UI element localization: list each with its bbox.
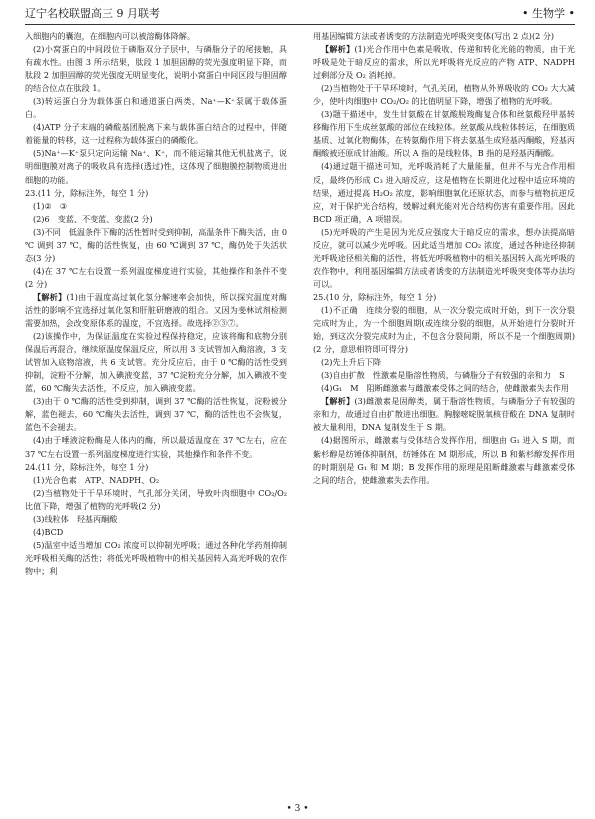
subject-label: • 生物学 • [522, 7, 575, 20]
paragraph: (4)通过题干描述可知，光呼吸消耗了大量能量，但并不与光合作用相反，最终仍形成 C₃ 进入暗反应，这是植物在长期进化过程中适应环境的结果，通过提高 H₂O₂ 浓度，影响细胞氧化还原状态，而参与植物抗逆反应，对于保护光合结构，缓解过剩光能对光合结构伤害有重要作用。因此 BCD 项正确，A 项错误。 [313, 161, 575, 224]
paragraph: (3)线粒体 羟基丙酮酸 [33, 513, 118, 524]
paragraph: 用基因编辑方法或者诱变的方法制造光呼吸突变体(写出 2 点)(2 分) [313, 31, 555, 41]
paragraph: (5)光呼吸的产生是因为光反应强度大于暗反应的需求，想办法提高暗反应，就可以减少光呼吸。因此适当增加 CO₂ 浓度，通过各种途径抑制光呼吸途径相关酶的活性，将低光呼吸植物中的相关基因转入高光呼吸的农作物中，利用基因编辑方法或者诱变的方法制造光呼吸突变体等办法均可以。 [313, 226, 575, 289]
page-header [25, 4, 575, 25]
paragraph: (5)Na⁺—K⁺泵只定向运输 Na⁺、K⁺，而不能运输其他无机盐离子，说明细胞膜对离子的吸收具有选择(透过)性，这体现了细胞膜控制物质进出细胞的功能。 [25, 148, 287, 185]
paragraph: (3)转运蛋白分为载体蛋白和通道蛋白两类，Na⁺—K⁺泵属于载体蛋白。 [25, 96, 287, 120]
paragraph: (1)不正确 连续分裂的细胞，从一次分裂完成时开始，到下一次分裂完成时为止，为一个细胞周期(或连续分裂的细胞，从开始进行分裂时开始，到这次分裂完成时为止，不包含分裂间期，所以不是一个细胞周期)(2 分，意思相符即可得分) [313, 304, 575, 355]
paragraph: (3)不同 低温条件下酶的活性暂时受到抑制，高温条件下酶失活，由 0 ℃ 调到 37 ℃，酶的活性恢复，由 60 ℃调到 37 ℃，酶仍处于失活状态(3 分) [25, 226, 287, 263]
paragraph: 【解析】(3)雌激素是固醇类，属于脂溶性物质，与磷脂分子有较强的亲和力，故通过自由扩散进出细胞。胸腺嘧啶脱氧核苷酸在 DNA 复制时被大量利用，DNA 复制发生于 S 期。 [313, 396, 575, 433]
paragraph: (4)ATP 分子末端的磷酸基团脱离下来与载体蛋白结合的过程中，伴随着能量的转移，这一过程称为载体蛋白的磷酸化。 [25, 122, 287, 146]
paragraph: (1)② ③ [33, 200, 68, 211]
paragraph: (4)由于唾液淀粉酶是人体内的酶，所以最适温度在 37 ℃左右，应在 37 ℃左右设置一系列温度梯度进行实验，其他操作和条件不变。 [25, 435, 287, 459]
paragraph: (2)该操作中，为保证温度在实验过程保持稳定，应该将酶和底物分别保温后再混合，继续原温度保温反应，所以用 3 支试管加入酶溶液，3 支试管加入底物溶液，共 6 支试管。充分反应后，由于 0 ℃酶的活性受到抑制，淀粉不分解，加入碘液变蓝，37 ℃淀粉充分分解，加入碘液不变蓝，60 ℃酶失去活性，不反应，加入碘液变蓝。 [25, 331, 287, 394]
paragraph: (2)小窝蛋白的中间段位于磷脂双分子层中，与磷脂分子的尾接触，具有疏水性。由图 3 所示结果，肽段 1 加胆固醇的荧光强度明显下降，而肽段 2 加胆固醇的荧光强度无明显变化，说明小窝蛋白中间区段与胆固醇的结合位点在肽段 1。 [25, 44, 287, 94]
paragraph: (5)温室中适当增加 CO₂ 浓度可以抑制光呼吸；通过各种化学药剂抑制光呼吸相关酶的活性；将低光呼吸植物中的相关基因转入高光呼吸的农作物中；利 [25, 539, 287, 576]
paragraph: (4)G₁ M 阻断雌激素与雌激素受体之间的结合，使雌激素失去作用 [321, 383, 569, 394]
right-column [313, 30, 575, 487]
paragraph: (2)6 变蓝、不变蓝、变蓝(2 分) [33, 213, 153, 224]
paragraph: 25.(10 分，除标注外，每空 1 分) [313, 291, 437, 302]
page-number: • 3 • [286, 804, 309, 814]
paragraph: (4)BCD [33, 526, 64, 537]
paragraph: 【解析】(1)光合作用中色素是吸收、传递和转化光能的物质，由于光呼吸是处于暗反应的需求，所以光呼吸将光反应的产物 ATP、NADPH 过剩部分及 O₂ 消耗掉。 [313, 44, 575, 81]
paragraph: 入细胞内的囊泡，在细胞内可以被溶酶体降解。 [25, 31, 195, 41]
paragraph: (2)先上升后下降 [321, 357, 382, 368]
exam-title: 辽宁名校联盟高三 9 月联考 [25, 7, 160, 20]
paragraph: (4)在 37 ℃左右设置一系列温度梯度进行实验，其他操作和条件不变(2 分) [25, 265, 287, 289]
paragraph: (2)当植物处于干旱环境时，气孔部分关闭，导致叶肉细胞中 CO₂/O₂ 比值下降，增强了植物的光呼吸(2 分) [25, 487, 287, 511]
paragraph: (3)由于 0 ℃酶的活性受到抑制，调到 37 ℃酶的活性恢复，淀粉被分解，蓝色褪去，60 ℃酶失去活性，调到 37 ℃，酶的活性也不会恢复，蓝色不会褪去。 [25, 396, 287, 433]
paragraph: 23.(11 分，除标注外，每空 1 分) [25, 187, 149, 198]
left-column [25, 30, 287, 578]
paragraph: 24.(11 分，除标注外，每空 1 分) [25, 461, 149, 472]
paragraph: (2)当植物处于干旱环境时，气孔关闭，植物从外界吸收的 CO₂ 大大减少，使叶肉细胞中 CO₂/O₂ 的比值明显下降，增强了植物的光呼吸。 [313, 83, 575, 107]
paragraph: (3)自由扩散 性激素是脂溶性物质，与磷脂分子有较强的亲和力 S [321, 370, 565, 381]
paragraph: (1)光合色素 ATP、NADPH、O₂ [33, 474, 160, 485]
paragraph: 【解析】(1)由于温度高过氧化氢分解速率会加快，所以探究温度对酶活性的影响不宜选择过氧化氢和肝脏研磨液的组合。又因为斐林试剂检测需要加热，会改变原体系的温度，不宜选择。故选择②③⑦。 [25, 291, 287, 329]
paragraph: (3)题干描述中，发生甘氨酸在甘氨酸脱羧酶复合体和丝氨酸羟甲基转移酶作用下生成丝氨酸的部位在线粒体。丝氨酸从线粒体转运，在细胞质基质、过氧化物酶体，在转氨酶作用下将去氨基生成羟基丙酮酸，羟基丙酮酸被还原成甘油酸。所以 A 指的是线粒体，B 指的是羟基丙酮酸。 [313, 109, 575, 159]
paragraph: (4)据图所示，雌激素与受体结合发挥作用，细胞由 G₁ 进入 S 期，而紫杉醇是纺锤体抑制剂，纺锤体在 M 期形成，所以 B 和紫杉醇发挥作用的时期别是 G₁ 和 M 期；B 发挥作用的原理是阻断雌激素与雌激素受体之间的结合，使雌激素失去作用。 [313, 435, 575, 485]
